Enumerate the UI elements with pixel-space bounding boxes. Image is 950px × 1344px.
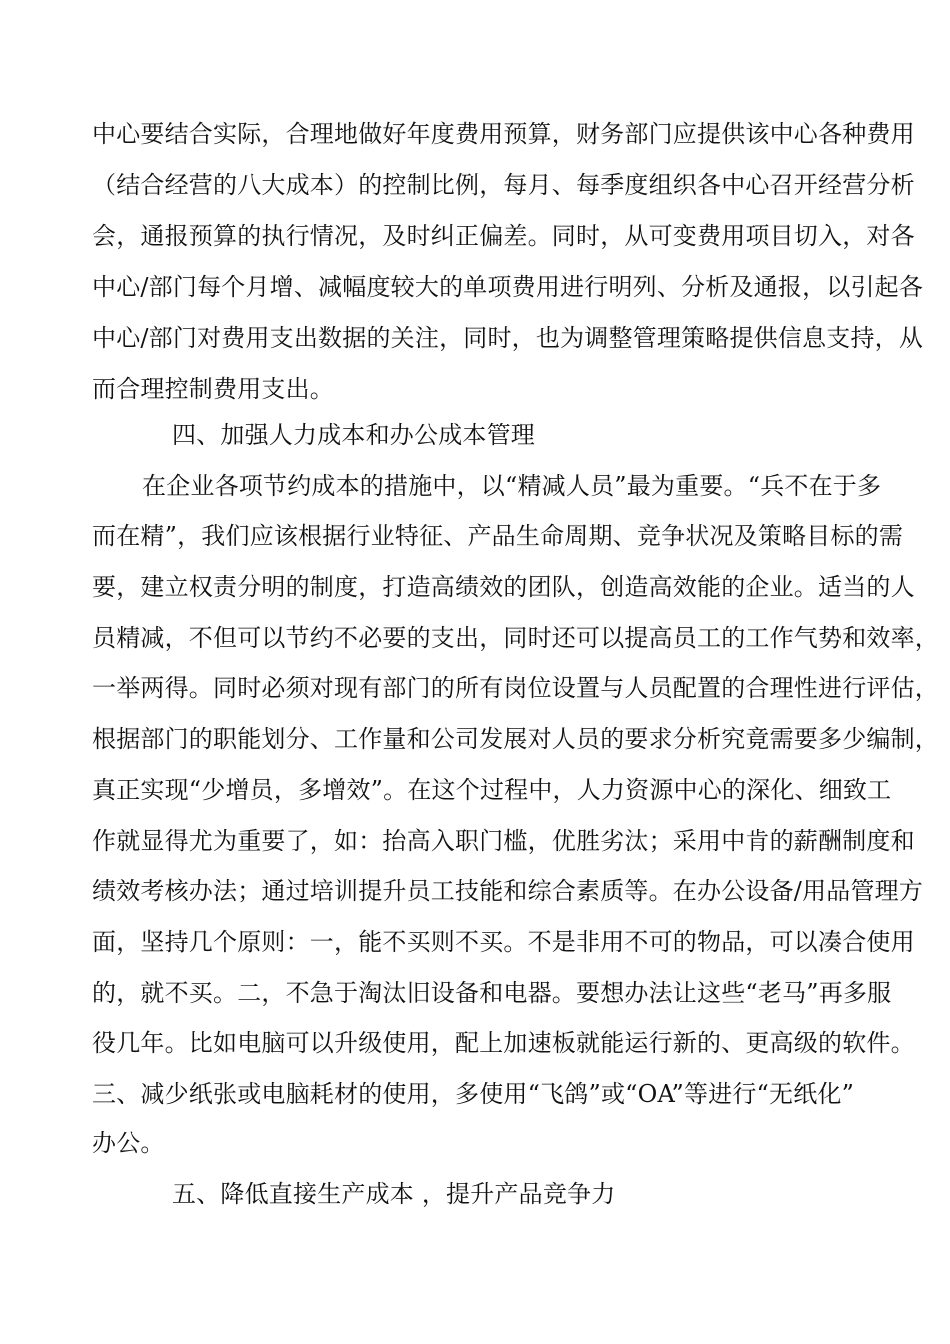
paragraph-line: 作就显得尤为重要了，如：抬高入职门槛，优胜劣汰；采用中肯的薪酬制度和 (92, 827, 915, 855)
paragraph-line: 在企业各项节约成本的措施中，以“精减人员”最为重要。“兵不在于多 (142, 472, 882, 500)
paragraph-line: 会，通报预算的执行情况，及时纠正偏差。同时，从可变费用项目切入，对各 (92, 222, 915, 250)
paragraph-line: 绩效考核办法；通过培训提升员工技能和综合素质等。在办公设备/用品管理方 (92, 877, 924, 905)
paragraph-line: 中心要结合实际，合理地做好年度费用预算，财务部门应提供该中心各种费用 (92, 120, 915, 148)
paragraph-line: 而合理控制费用支出。 (92, 375, 334, 403)
paragraph-line: 要，建立权责分明的制度，打造高绩效的团队，创造高效能的企业。适当的人 (92, 573, 915, 601)
paragraph-line: 而在精”，我们应该根据行业特征、产品生命周期、竞争状况及策略目标的需 (92, 522, 904, 550)
paragraph-line: 员精减，不但可以节约不必要的支出，同时还可以提高员工的工作气势和效率， (92, 624, 939, 652)
section-heading-5: 五、降低直接生产成本 ，提升产品竞争力 (172, 1180, 616, 1208)
paragraph-line: 中心/部门对费用支出数据的关注，同时，也为调整管理策略提供信息支持，从 (92, 324, 924, 352)
paragraph-line: 面，坚持几个原则：一，能不买则不买。不是非用不可的物品，可以凑合使用 (92, 928, 915, 956)
paragraph-line: 真正实现“少增员，多增效”。在这个过程中，人力资源中心的深化、细致工 (92, 776, 892, 804)
paragraph-line: 三、减少纸张或电脑耗材的使用，多使用“飞鸽”或“OA”等进行“无纸化” (92, 1080, 855, 1108)
section-heading-4: 四、加强人力成本和办公成本管理 (172, 421, 535, 449)
paragraph-line: 根据部门的职能划分、工作量和公司发展对人员的要求分析究竟需要多少编制， (92, 725, 939, 753)
paragraph-line: 办公。 (92, 1129, 165, 1157)
paragraph-line: 役几年。比如电脑可以升级使用，配上加速板就能运行新的、更高级的软件。 (92, 1029, 915, 1057)
paragraph-line: 一举两得。同时必须对现有部门的所有岗位设置与人员配置的合理性进行评估， (92, 674, 939, 702)
paragraph-line: 的，就不买。二，不急于淘汰旧设备和电器。要想办法让这些“老马”再多服 (92, 979, 892, 1007)
paragraph-line: （结合经营的八大成本）的控制比例，每月、每季度组织各中心召开经营分析 (92, 171, 915, 199)
paragraph-line: 中心/部门每个月增、减幅度较大的单项费用进行明列、分析及通报，以引起各 (92, 273, 924, 301)
